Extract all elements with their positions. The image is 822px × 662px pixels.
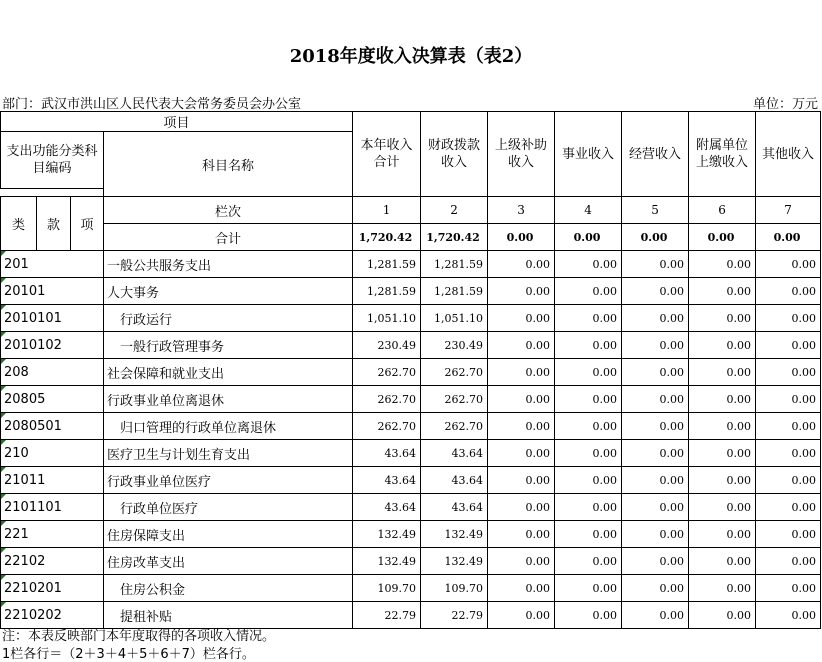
row-value: 0.00 [689,386,756,413]
row-code: 210 [1,440,104,467]
row-subject-name: 一般公共服务支出 [104,251,353,278]
header-item: 项目 [1,112,353,132]
row-value: 22.79 [421,602,488,629]
table-row [1,521,821,548]
note-line-2: 1栏各行＝（2＋3＋4＋5＋6＋7）栏各行。 [2,647,255,662]
row-value: 0.00 [555,521,622,548]
row-value: 0.00 [622,332,689,359]
row-code: 221 [1,521,104,548]
header-func-code: 支出功能分类科目编码 [1,132,104,189]
row-subject-name: 人大事务 [104,278,353,305]
header-col-subsidy: 上级补助收入 [488,112,555,197]
row-value: 0.00 [488,386,555,413]
table-row [1,305,821,332]
row-value: 230.49 [421,332,488,359]
row-value: 0.00 [488,521,555,548]
header-col-affiliate: 附属单位上缴收入 [689,112,756,197]
col-number: 5 [622,197,689,224]
total-value: 0.00 [622,224,689,251]
total-value: 0.00 [555,224,622,251]
row-value: 262.70 [421,359,488,386]
col-number: 1 [353,197,421,224]
row-value: 0.00 [756,386,821,413]
row-value: 0.00 [555,278,622,305]
row-value: 0.00 [555,305,622,332]
row-value: 1,281.59 [421,251,488,278]
row-value: 0.00 [488,251,555,278]
col-number: 4 [555,197,622,224]
total-value: 1,720.42 [421,224,488,251]
row-value: 132.49 [353,521,421,548]
total-value: 0.00 [756,224,821,251]
row-value: 1,051.10 [421,305,488,332]
row-value: 0.00 [756,440,821,467]
row-code: 208 [1,359,104,386]
total-row [1,224,821,251]
row-value: 0.00 [622,548,689,575]
row-value: 0.00 [622,467,689,494]
row-subject-name: 行政运行 [104,305,353,332]
row-value: 0.00 [555,251,622,278]
row-value: 43.64 [353,440,421,467]
row-value: 0.00 [555,440,622,467]
header-kuan: 款 [37,197,71,251]
row-code: 2210201 [1,575,104,602]
row-value: 1,281.59 [353,278,421,305]
total-value: 1,720.42 [353,224,421,251]
table-header [1,112,821,251]
row-value: 0.00 [756,332,821,359]
row-value: 0.00 [756,413,821,440]
row-value: 0.00 [555,548,622,575]
row-value: 0.00 [756,251,821,278]
row-value: 0.00 [488,494,555,521]
row-value: 0.00 [488,305,555,332]
row-value: 0.00 [756,359,821,386]
row-code: 21011 [1,467,104,494]
row-value: 109.70 [421,575,488,602]
row-value: 0.00 [689,548,756,575]
row-subject-name: 行政单位医疗 [104,494,353,521]
header-lei: 类 [1,197,37,251]
row-code: 201 [1,251,104,278]
row-value: 0.00 [488,467,555,494]
row-value: 0.00 [555,602,622,629]
row-value: 262.70 [353,359,421,386]
row-value: 0.00 [488,413,555,440]
row-code: 2080501 [1,413,104,440]
table-row [1,413,821,440]
col-number: 3 [488,197,555,224]
row-code: 20101 [1,278,104,305]
note-line-1: 注：本表反映部门本年度取得的各项收入情况。 [2,629,276,644]
row-value: 230.49 [353,332,421,359]
row-value: 43.64 [421,440,488,467]
table-row [1,440,821,467]
row-value: 0.00 [756,494,821,521]
row-value: 132.49 [421,548,488,575]
row-value: 0.00 [488,332,555,359]
table-row [1,251,821,278]
row-value: 0.00 [756,467,821,494]
table-row [1,494,821,521]
row-value: 0.00 [689,251,756,278]
department-label: 部门：武汉市洪山区人民代表大会常务委员会办公室 [2,97,302,112]
row-value: 0.00 [689,494,756,521]
row-subject-name: 归口管理的行政单位离退休 [104,413,353,440]
row-value: 0.00 [555,359,622,386]
row-value: 0.00 [488,548,555,575]
row-value: 0.00 [689,332,756,359]
row-subject-name: 社会保障和就业支出 [104,359,353,386]
row-subject-name: 提租补贴 [104,602,353,629]
row-value: 0.00 [756,521,821,548]
row-value: 109.70 [353,575,421,602]
row-value: 0.00 [488,602,555,629]
row-subject-name: 行政事业单位离退休 [104,386,353,413]
col-number: 7 [756,197,821,224]
row-code: 2010101 [1,305,104,332]
row-value: 43.64 [353,494,421,521]
header-col-fiscal: 财政拨款收入 [421,112,488,197]
row-value: 0.00 [488,440,555,467]
income-table [0,111,821,629]
total-value: 0.00 [689,224,756,251]
header-xiang: 项 [71,197,104,251]
row-value: 0.00 [622,521,689,548]
total-label: 合计 [104,224,353,251]
table-row [1,575,821,602]
row-code: 20805 [1,386,104,413]
total-value: 0.00 [488,224,555,251]
row-value: 262.70 [421,386,488,413]
row-code: 2210202 [1,602,104,629]
table-body [1,251,821,629]
unit-label: 单位：万元 [752,97,818,112]
row-value: 0.00 [488,575,555,602]
table-row [1,467,821,494]
row-value: 0.00 [555,386,622,413]
row-value: 0.00 [555,413,622,440]
page-title: 2018年度收入决算表（表2） [289,46,533,67]
col-number: 6 [689,197,756,224]
header-col-other: 其他收入 [756,112,821,197]
row-value: 0.00 [622,359,689,386]
row-value: 0.00 [622,386,689,413]
row-value: 43.64 [421,494,488,521]
row-value: 262.70 [421,413,488,440]
header-col-operating: 经营收入 [622,112,689,197]
row-value: 0.00 [555,467,622,494]
row-value: 0.00 [622,413,689,440]
row-value: 0.00 [622,602,689,629]
row-subject-name: 医疗卫生与计划生育支出 [104,440,353,467]
row-code: 2101101 [1,494,104,521]
row-subject-name: 住房保障支出 [104,521,353,548]
row-subject-name: 住房改革支出 [104,548,353,575]
row-value: 132.49 [353,548,421,575]
row-subject-name: 一般行政管理事务 [104,332,353,359]
row-value: 0.00 [488,278,555,305]
row-value: 0.00 [555,494,622,521]
row-value: 1,281.59 [421,278,488,305]
row-value: 0.00 [689,359,756,386]
row-value: 0.00 [555,575,622,602]
row-value: 0.00 [756,305,821,332]
row-value: 0.00 [756,602,821,629]
row-value: 0.00 [756,278,821,305]
row-subject-name: 住房公积金 [104,575,353,602]
row-value: 0.00 [756,548,821,575]
row-value: 132.49 [421,521,488,548]
table-row [1,278,821,305]
row-value: 0.00 [488,359,555,386]
row-value: 1,051.10 [353,305,421,332]
header-col-total: 本年收入合计 [353,112,421,197]
row-code: 2010102 [1,332,104,359]
row-value: 0.00 [622,440,689,467]
row-value: 0.00 [689,602,756,629]
row-value: 0.00 [622,305,689,332]
row-value: 1,281.59 [353,251,421,278]
row-value: 43.64 [421,467,488,494]
table-row [1,548,821,575]
row-value: 0.00 [622,251,689,278]
row-value: 22.79 [353,602,421,629]
table-row [1,359,821,386]
table-row [1,332,821,359]
row-value: 262.70 [353,413,421,440]
row-value: 262.70 [353,386,421,413]
table-row [1,386,821,413]
row-value: 0.00 [689,521,756,548]
row-value: 0.00 [622,494,689,521]
row-value: 0.00 [689,467,756,494]
row-code: 22102 [1,548,104,575]
row-value: 0.00 [555,332,622,359]
row-value: 0.00 [689,575,756,602]
row-value: 0.00 [756,575,821,602]
row-value: 0.00 [689,440,756,467]
row-value: 0.00 [622,278,689,305]
row-value: 43.64 [353,467,421,494]
header-subject-name: 科目名称 [104,132,353,197]
row-subject-name: 行政事业单位医疗 [104,467,353,494]
header-col-business: 事业收入 [555,112,622,197]
col-number: 2 [421,197,488,224]
row-value: 0.00 [689,278,756,305]
header-lanci: 栏次 [104,197,353,224]
row-value: 0.00 [689,413,756,440]
row-value: 0.00 [689,305,756,332]
row-value: 0.00 [622,575,689,602]
